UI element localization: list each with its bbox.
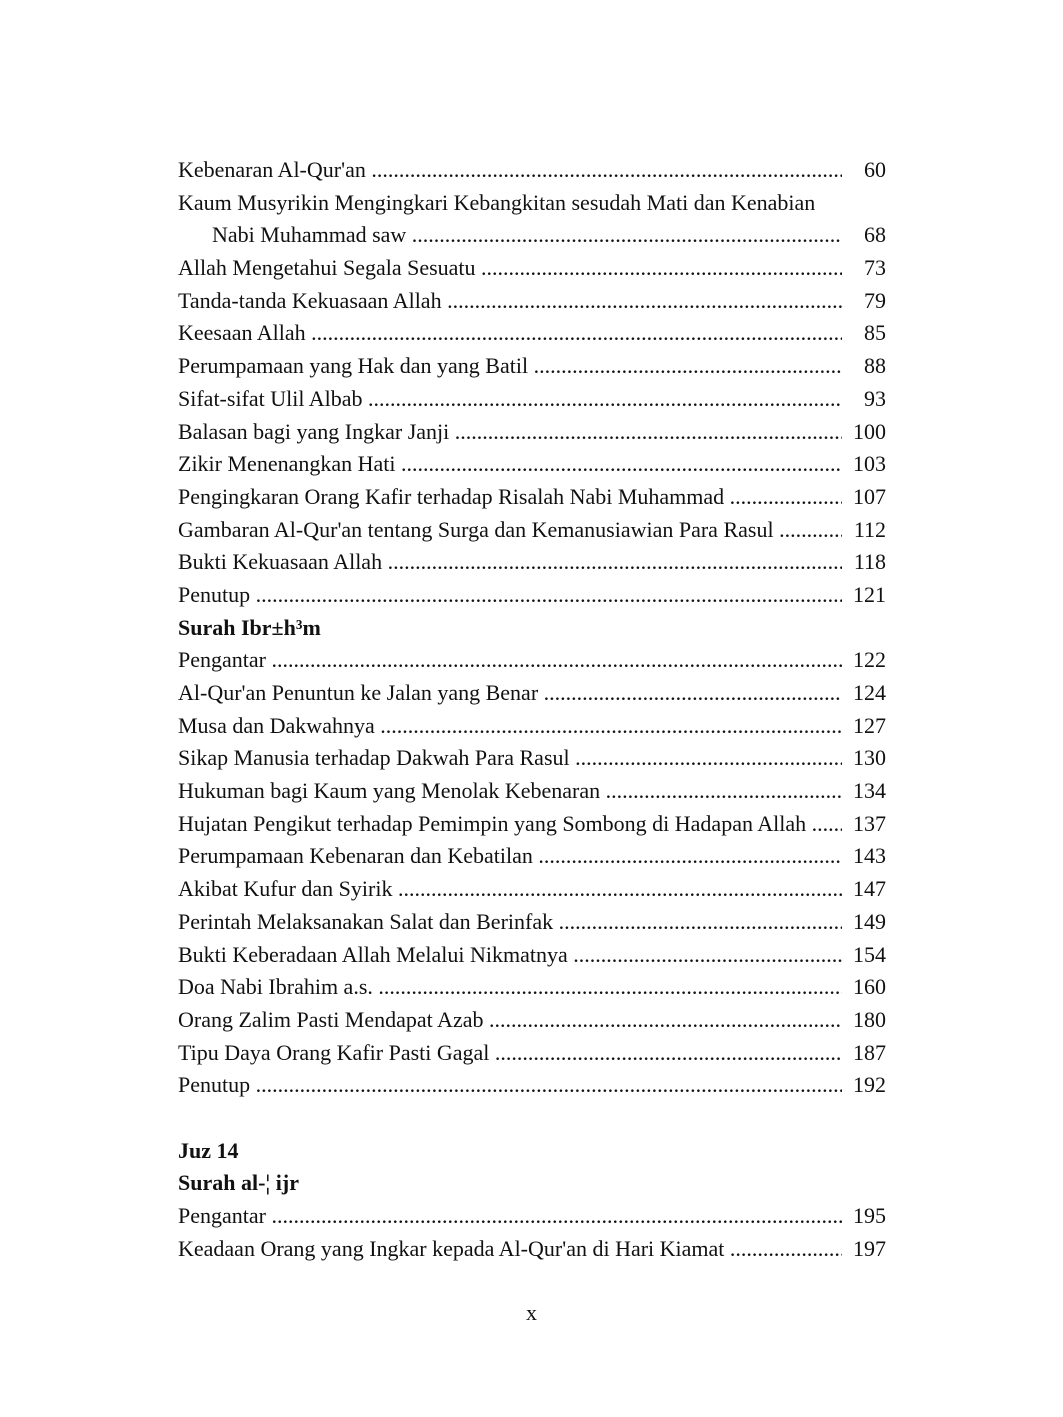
toc-entry-page: 137 [842, 808, 886, 841]
toc-entry [178, 514, 888, 547]
toc-entry-title: Tipu Daya Orang Kafir Pasti Gagal ..... [178, 1037, 843, 1070]
toc-entry-title: Penutup ..... [178, 579, 843, 612]
toc-entry [178, 710, 888, 743]
toc-entry [178, 1233, 888, 1266]
toc-entry-page: 143 [842, 840, 886, 873]
toc-entry-title: Pengantar ..... [178, 1200, 843, 1233]
toc-entry-title: Bukti Kekuasaan Allah ..... [178, 546, 843, 579]
toc-entry [178, 154, 888, 187]
toc-entry-title: Sifat-sifat Ulil Albab ..... [178, 383, 843, 416]
toc-entry-title: Penutup ..... [178, 1069, 843, 1102]
toc-entry-title: Pengantar ..... [178, 644, 843, 677]
toc-entry [178, 808, 888, 841]
toc-entry-page: 130 [842, 742, 886, 775]
toc-entry-title: Keadaan Orang yang Ingkar kepada Al-Qur'an di Hari Kiamat ..... [178, 1233, 843, 1266]
section-heading-juz: Juz 14 [178, 1137, 239, 1163]
toc-entry-page: 187 [842, 1037, 886, 1070]
toc-entry-title: Gambaran Al-Qur'an tentang Surga dan Kemanusiawian Para Rasul ..... [178, 514, 843, 547]
toc-entry-page: 112 [842, 514, 886, 547]
toc-entry [178, 775, 888, 808]
toc-entry-page: 107 [842, 481, 886, 514]
toc-entry-title: Pengingkaran Orang Kafir terhadap Risalah Nabi Muhammad ..... [178, 481, 843, 514]
toc-entry-page: 121 [842, 579, 886, 612]
toc-entry-title: Perintah Melaksanakan Salat dan Berinfak ..... [178, 906, 843, 939]
toc-entry-title: Hujatan Pengikut terhadap Pemimpin yang Sombong di Hadapan Allah ..... [178, 808, 843, 841]
toc-entry-page: 127 [842, 710, 886, 743]
toc-entry-page: 149 [842, 906, 886, 939]
toc-entry-page: 79 [842, 285, 886, 318]
section-heading-surah-al-hijr: Surah al-¦ ijr [178, 1170, 299, 1196]
toc-entry-title: Musa dan Dakwahnya ..... [178, 710, 843, 743]
toc-entry [178, 906, 888, 939]
toc-entry-page: 192 [842, 1069, 886, 1102]
toc-entry [178, 317, 888, 350]
toc-entry-title: Perumpamaan Kebenaran dan Kebatilan ..... [178, 840, 843, 873]
toc-entry [178, 1037, 888, 1070]
toc-entry-title: Doa Nabi Ibrahim a.s. ..... [178, 971, 843, 1004]
section-heading-surah-ibrahim: Surah Ibr±h³m [178, 614, 321, 640]
toc-entry-page: 197 [842, 1233, 886, 1266]
toc-entry [178, 350, 888, 383]
toc-entry [178, 383, 888, 416]
toc-entry [178, 1069, 888, 1102]
toc-entry [178, 285, 888, 318]
toc-entry-title: Bukti Keberadaan Allah Melalui Nikmatnya ..... [178, 939, 843, 972]
page-number: x [526, 1300, 537, 1325]
toc-entry-title: Akibat Kufur dan Syirik ..... [178, 873, 843, 906]
toc-entry [178, 481, 888, 514]
toc-entry-page: 118 [842, 546, 886, 579]
toc-entry-page: 154 [842, 939, 886, 972]
toc-entry-page: 122 [842, 644, 886, 677]
toc-entry-page: 60 [842, 154, 886, 187]
toc-entry [178, 187, 888, 220]
toc-entry-title: Perumpamaan yang Hak dan yang Batil ..... [178, 350, 843, 383]
toc-entry-page: 147 [842, 873, 886, 906]
toc-entry [178, 971, 888, 1004]
section-spacer [178, 1102, 888, 1135]
toc-entry-title: Al-Qur'an Penuntun ke Jalan yang Benar ..... [178, 677, 843, 710]
toc-entry-title: Zikir Menenangkan Hati ..... [178, 448, 843, 481]
toc-entry-page: 88 [842, 350, 886, 383]
toc-entry-title: Kaum Musyrikin Mengingkari Kebangkitan sesudah Mati dan Kenabian [178, 189, 816, 215]
toc-entry-page: 100 [842, 416, 886, 449]
toc-entry [178, 840, 888, 873]
toc-entry-page: 73 [842, 252, 886, 285]
toc-entry-page: 195 [842, 1200, 886, 1233]
toc-entry [178, 939, 888, 972]
toc-entry-title: Nabi Muhammad saw ..... [178, 219, 877, 252]
toc-entry-title: Sikap Manusia terhadap Dakwah Para Rasul ..... [178, 742, 843, 775]
table-of-contents [178, 154, 888, 1265]
toc-entry-page: 124 [842, 677, 886, 710]
toc-entry-page: 93 [842, 383, 886, 416]
toc-entry-page: 180 [842, 1004, 886, 1037]
toc-entry-page: 85 [842, 317, 886, 350]
toc-entry-title: Keesaan Allah ..... [178, 317, 843, 350]
toc-entry [178, 579, 888, 612]
toc-entry [178, 219, 888, 252]
toc-entry [178, 742, 888, 775]
toc-entry-page: 160 [842, 971, 886, 1004]
toc-entry [178, 644, 888, 677]
toc-entry-title: Allah Mengetahui Segala Sesuatu ..... [178, 252, 843, 285]
toc-entry-title: Orang Zalim Pasti Mendapat Azab ..... [178, 1004, 843, 1037]
toc-entry-title: Kebenaran Al-Qur'an ..... [178, 154, 843, 187]
toc-entry-title: Hukuman bagi Kaum yang Menolak Kebenaran ..... [178, 775, 843, 808]
toc-entry [178, 677, 888, 710]
toc-entry-page: 68 [842, 219, 886, 252]
toc-entry [178, 252, 888, 285]
toc-entry [178, 873, 888, 906]
toc-entry-title: Tanda-tanda Kekuasaan Allah ..... [178, 285, 843, 318]
toc-entry [178, 416, 888, 449]
toc-entry-page: 134 [842, 775, 886, 808]
toc-entry-title: Balasan bagi yang Ingkar Janji ..... [178, 416, 843, 449]
toc-entry [178, 546, 888, 579]
toc-entry [178, 1200, 888, 1233]
toc-entry-page: 103 [842, 448, 886, 481]
toc-entry [178, 1004, 888, 1037]
toc-entry [178, 448, 888, 481]
